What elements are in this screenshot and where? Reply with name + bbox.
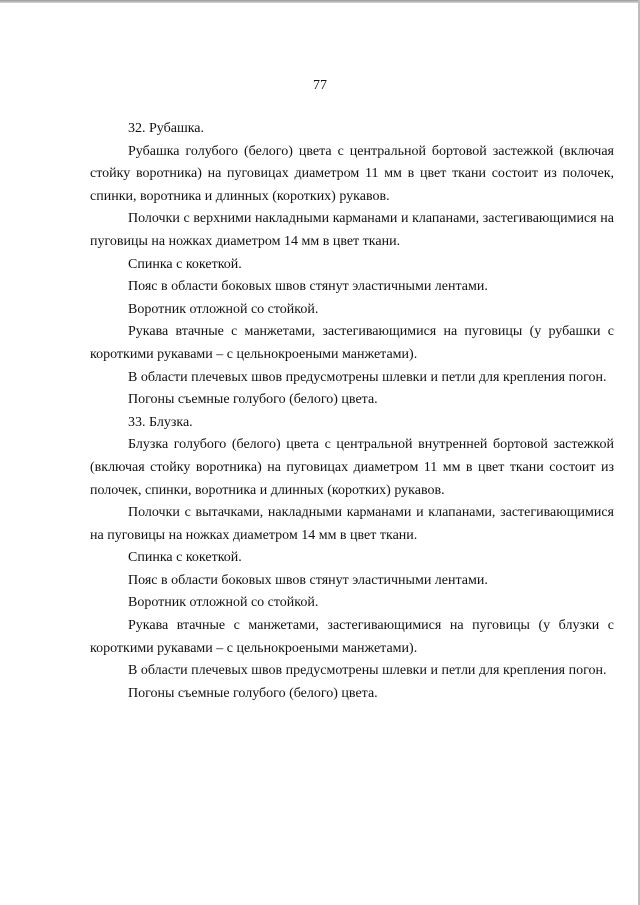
paragraph: Воротник отложной со стойкой. [128, 595, 319, 611]
paragraph: Спинка с кокеткой. [128, 256, 242, 272]
paragraph: Полочки с вытачками, накладными карманами и клапанами, застегивающимися на пуговицы на ножках диаметром 14 мм в цвет ткани. [90, 505, 614, 543]
paragraph: Погоны съемные голубого (белого) цвета. [128, 392, 378, 408]
scan-top-edge [0, 0, 640, 3]
section-heading-32: 32. Рубашка. [128, 121, 205, 136]
paragraph: В области плечевых швов предусмотрены шлевки и петли для крепления погон. [128, 663, 607, 679]
section-heading-33: 33. Блузка. [128, 414, 193, 430]
paragraph: Пояс в области боковых швов стянут эластичными лентами. [128, 279, 488, 295]
paragraph: Пояс в области боковых швов стянут эластичными лентами. [128, 572, 488, 588]
paragraph: В области плечевых швов предусмотрены шлевки и петли для крепления погон. [128, 369, 607, 385]
paragraph: Рукава втачные с манжетами, застегивающимися на пуговицы (у блузки с короткими рукавами – с цельнокроеными манжетами). [90, 618, 614, 656]
paragraph: Спинка с кокеткой. [128, 550, 242, 566]
paragraph: Рубашка голубого (белого) цвета с центральной бортовой застежкой (включая стойку воротника) на пуговицах диаметром 11 мм в цвет ткани состоит из полочек, спинки, воротника и длинных (коротких) рукавов. [90, 143, 614, 204]
document-body [90, 118, 614, 705]
paragraph: Полочки с верхними накладными карманами и клапанами, застегивающимися на пуговицы на ножках диаметром 14 мм в цвет ткани. [90, 211, 614, 249]
page-number: 77 [313, 78, 327, 93]
paragraph: Блузка голубого (белого) цвета с центральной внутренней бортовой застежкой (включая стойку воротника) на пуговицах диаметром 11 мм в цвет ткани состоит из полочек, спинки, воротника и длинных (коротких) рукавов. [90, 437, 614, 498]
paragraph: Воротник отложной со стойкой. [128, 301, 319, 317]
paragraph: Погоны съемные голубого (белого) цвета. [128, 685, 378, 701]
paragraph: Рукава втачные с манжетами, застегивающимися на пуговицы (у рубашки с короткими рукавами – с цельнокроеными манжетами). [90, 324, 614, 362]
